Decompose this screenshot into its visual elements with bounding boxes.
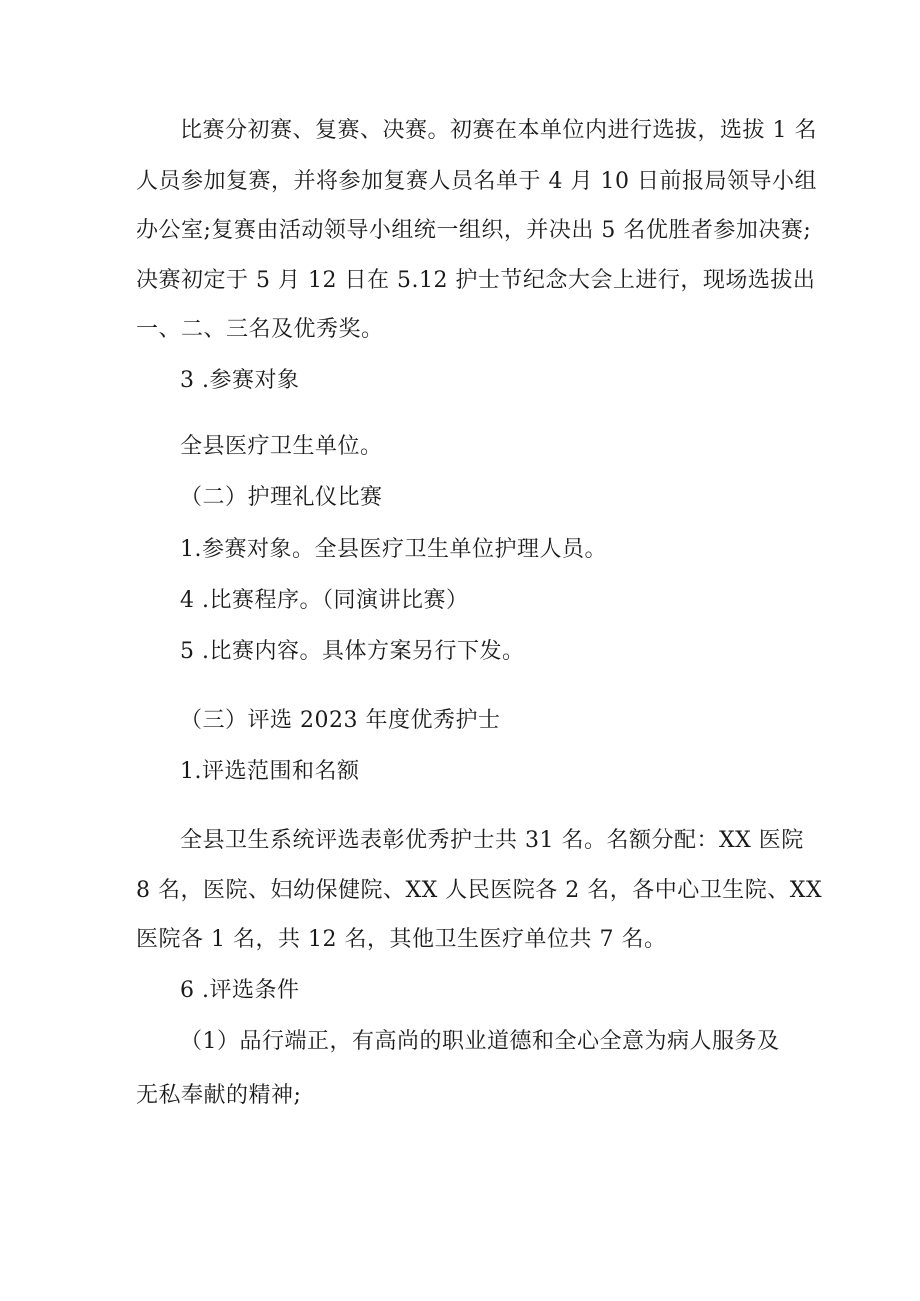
section-3-heading: （三）评选 2023 年度优秀护士 [180,708,501,733]
item-3-text: 全县医疗卫生单位。 [180,434,383,459]
quota-paragraph-line-2: 8 名，医院、妇幼保健院、XX 人民医院各 2 名，各中心卫生院、XX [136,878,823,903]
section-3-item-1: 1.评选范围和名额 [180,759,360,784]
section-2-item-1: 1.参赛对象。全县医疗卫生单位护理人员。 [180,537,607,562]
quota-paragraph-line-1: 全县卫生系统评选表彰优秀护士共 31 名。名额分配：XX 医院 [180,828,804,853]
condition-1-line-2: 无私奉献的精神; [136,1083,302,1108]
item-3-heading: 3 .参赛对象 [180,368,300,393]
competition-paragraph-line-5: 一、二、三名及优秀奖。 [136,317,384,342]
quota-paragraph-line-3: 医院各 1 名，共 12 名，其他卫生医疗单位共 7 名。 [136,927,667,952]
section-2-item-5: 5 .比赛内容。具体方案另行下发。 [180,639,525,664]
competition-paragraph-line-3: 办公室;复赛由活动领导小组统一组织，并决出 5 名优胜者参加决赛; [136,218,812,243]
competition-paragraph-line-1: 比赛分初赛、复赛、决赛。初赛在本单位内进行选拔，选拔 1 名 [180,118,817,143]
condition-1-line-1: （1）品行端正，有高尚的职业道德和全心全意为病人服务及 [180,1029,780,1054]
section-2-heading: （二）护理礼仪比赛 [180,485,383,510]
competition-paragraph-line-2: 人员参加复赛，并将参加复赛人员名单于 4 月 10 日前报局领导小组 [136,169,817,194]
competition-paragraph-line-4: 决赛初定于 5 月 12 日在 5.12 护士节纪念大会上进行，现场选拔出 [136,268,816,293]
section-3-item-6: 6 .评选条件 [180,978,300,1003]
section-2-item-4: 4 .比赛程序。（同演讲比赛） [180,588,469,613]
